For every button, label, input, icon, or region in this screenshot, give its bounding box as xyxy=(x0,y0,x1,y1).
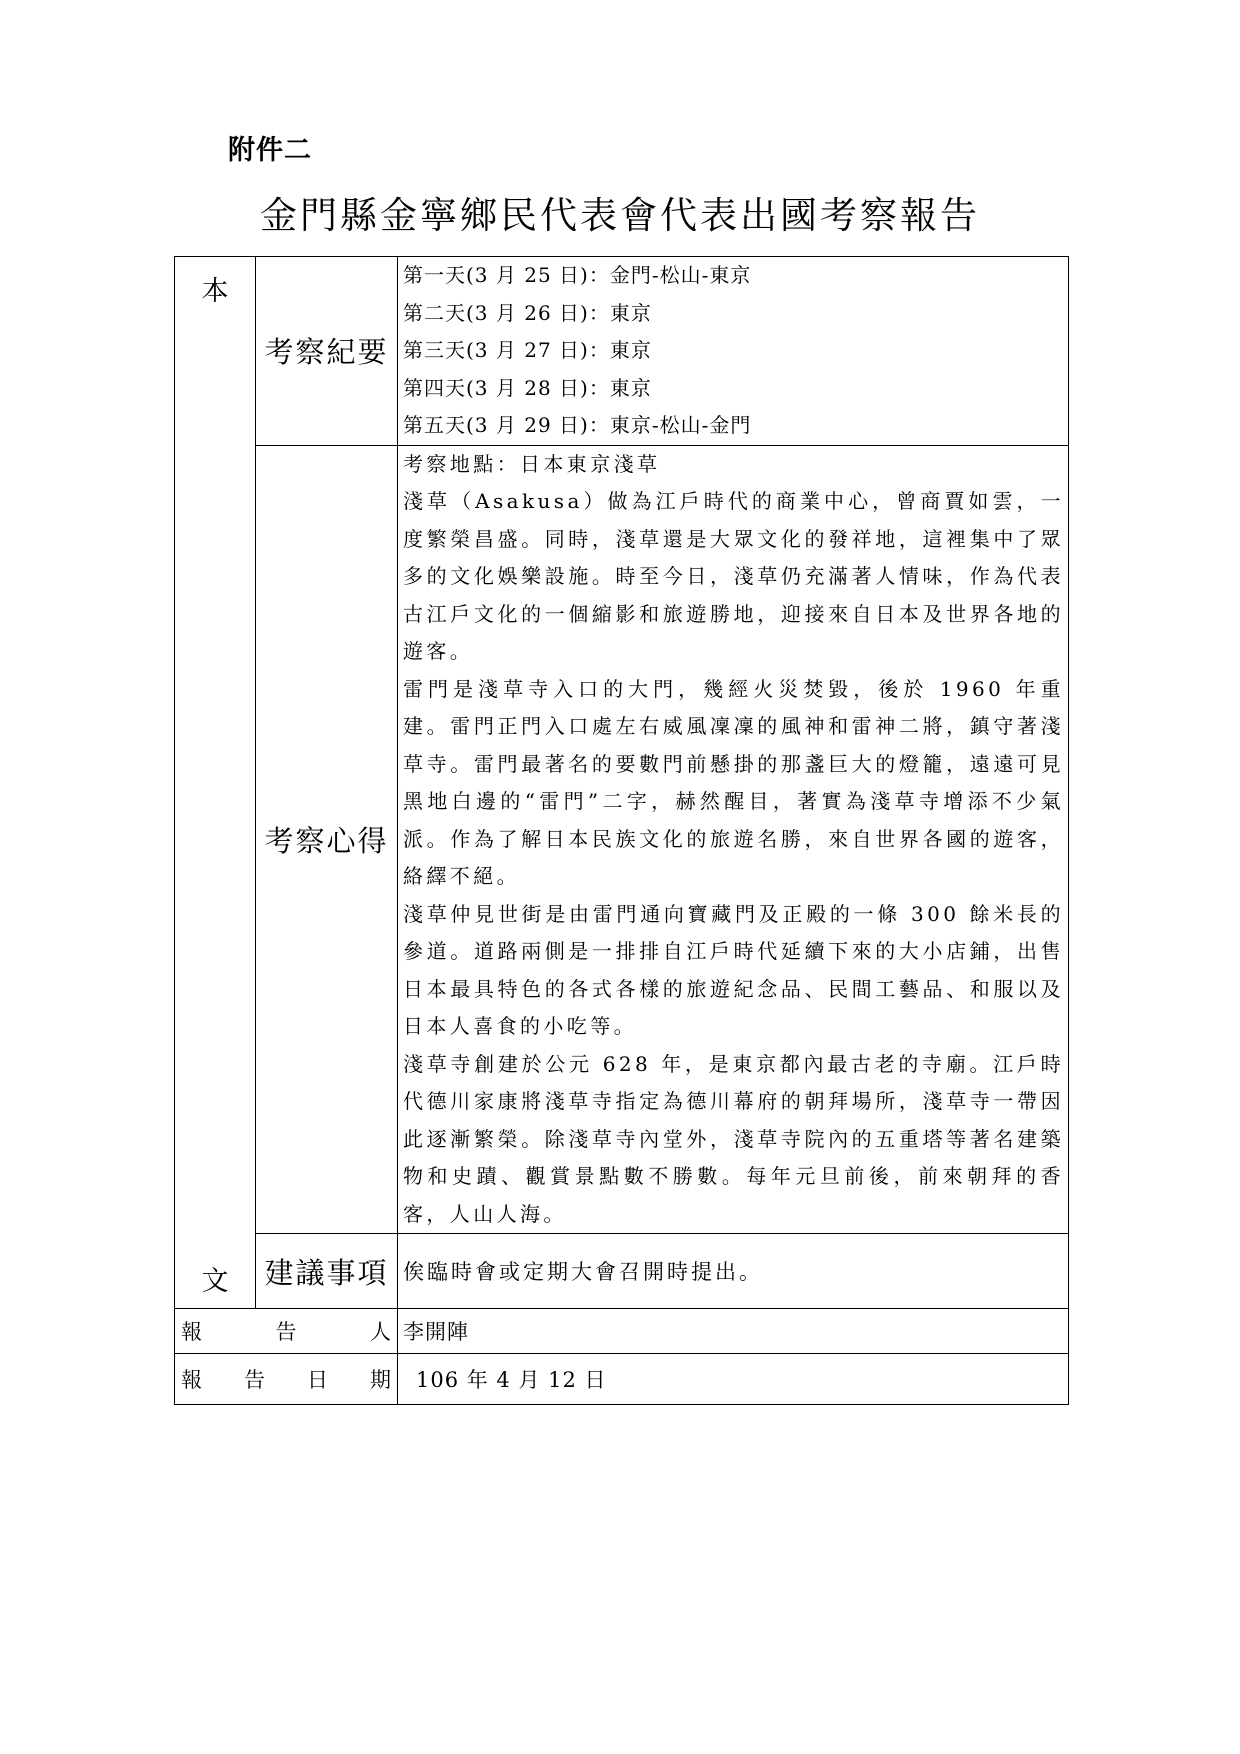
observation-paragraph: 雷門是淺草寺入口的大門，幾經火災焚毀，後於 1960 年重建。雷門正門入口處左右威風凜凜的風神和雷神二將，鎮守著淺草寺。雷門最著名的要數門前懸掛的那盞巨大的燈籠，遠遠可見黑地白邊的“雷門”二字，赫然醒目，著實為淺草寺增添不少氣派。作為了解日本民族文化的旅遊名勝，來自世界各國的遊客，絡繹不絕。 xyxy=(403,676,1064,888)
report-date-row xyxy=(175,1354,1069,1405)
report-date-label-char: 告 xyxy=(244,1368,265,1392)
report-date-label-char: 報 xyxy=(181,1368,202,1392)
itinerary-label: 考察紀要 xyxy=(256,257,398,446)
reporter-row xyxy=(175,1309,1069,1354)
reporter-value: 李開陣 xyxy=(398,1309,1069,1354)
body-label-top: 本 xyxy=(201,276,229,307)
attachment-label: 附件二 xyxy=(228,135,312,166)
report-date-label xyxy=(175,1354,398,1405)
report-table xyxy=(174,256,1069,1405)
reporter-label-char: 人 xyxy=(370,1320,391,1344)
itinerary-day: 第五天(3 月 29 日)：東京-松山-金門 xyxy=(403,413,752,437)
reporter-label-char: 告 xyxy=(275,1320,297,1344)
itinerary-content xyxy=(398,257,1069,446)
observations-content xyxy=(398,445,1069,1234)
report-date-label-char: 日 xyxy=(307,1368,328,1392)
body-side-label xyxy=(175,257,256,1309)
itinerary-day: 第三天(3 月 27 日)：東京 xyxy=(403,338,652,362)
observation-paragraph: 淺草寺創建於公元 628 年，是東京都內最古老的寺廟。江戶時代德川家康將淺草寺指定為德川幕府的朝拜場所，淺草寺一帶因此逐漸繁榮。除淺草寺內堂外，淺草寺院內的五重塔等著名建築物和史蹟、觀賞景點數不勝數。每年元旦前後，前來朝拜的香客，人山人海。 xyxy=(403,1051,1064,1226)
observations-row xyxy=(175,445,1069,1234)
suggestions-value: 俟臨時會或定期大會召開時提出。 xyxy=(398,1234,1069,1309)
itinerary-day: 第二天(3 月 26 日)：東京 xyxy=(403,300,652,325)
observation-paragraph: 淺草仲見世街是由雷門通向寶藏門及正殿的一條 300 餘米長的參道。道路兩側是一排排自江戶時代延續下來的大小店鋪，出售日本最具特色的各式各樣的旅遊紀念品、民間工藝品、和服以及日本人喜食的小吃等。 xyxy=(403,901,1064,1038)
body-label-bottom: 文 xyxy=(201,1266,229,1297)
itinerary-day: 第四天(3 月 28 日)：東京 xyxy=(403,375,652,400)
suggestions-row xyxy=(175,1234,1069,1309)
reporter-label-char: 報 xyxy=(181,1320,202,1344)
report-date-label-char: 期 xyxy=(370,1368,391,1392)
itinerary-row xyxy=(175,257,1069,446)
suggestions-label: 建議事項 xyxy=(256,1234,398,1309)
observations-label: 考察心得 xyxy=(256,445,398,1234)
observation-location: 考察地點：日本東京淺草 xyxy=(403,451,661,476)
itinerary-day: 第一天(3 月 25 日)：金門-松山-東京 xyxy=(403,263,752,287)
report-date-value: 106 年 4 月 12 日 xyxy=(398,1354,1069,1405)
reporter-label xyxy=(175,1309,398,1354)
document-title: 金門縣金寧鄉民代表會代表出國考察報告 xyxy=(260,194,980,237)
observation-paragraph: 淺草（Asakusa）做為江戶時代的商業中心，曾商賈如雲，一度繁榮昌盛。同時，淺草還是大眾文化的發祥地，這裡集中了眾多的文化娛樂設施。時至今日，淺草仍充滿著人情味，作為代表古江戶文化的一個縮影和旅遊勝地，迎接來自日本及世界各地的遊客。 xyxy=(403,489,1064,663)
